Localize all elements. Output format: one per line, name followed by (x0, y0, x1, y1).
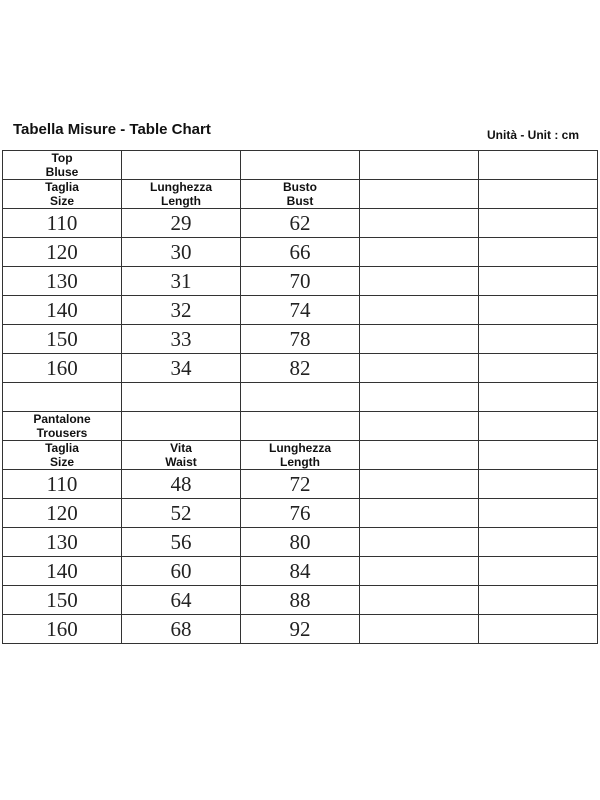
top-cell-value: 66 (289, 239, 311, 264)
trousers-data-cell (241, 499, 360, 528)
trousers-cell-value: 88 (289, 587, 311, 612)
trousers-column-header (3, 441, 122, 470)
top-cell-value: 34 (170, 355, 192, 380)
top-column-header (3, 180, 122, 209)
trousers-cell-value: 56 (170, 529, 192, 554)
empty-cell (479, 325, 598, 354)
top-data-cell (3, 209, 122, 238)
trousers-column-header-line: Lunghezza (269, 441, 331, 455)
trousers-data-cell (3, 615, 122, 644)
top-data-cell (241, 354, 360, 383)
top-data-cell (241, 296, 360, 325)
trousers-column-header-line: Vita (170, 441, 192, 455)
top-data-cell (122, 238, 241, 267)
empty-cell (479, 557, 598, 586)
top-data-cell (3, 354, 122, 383)
trousers-cell-value: 84 (289, 558, 311, 583)
top-data-cell (241, 238, 360, 267)
empty-cell (360, 412, 479, 441)
trousers-data-cell (122, 557, 241, 586)
top-data-cell (241, 325, 360, 354)
top-data-cell (3, 296, 122, 325)
trousers-cell-value: 48 (170, 471, 192, 496)
top-table-row (3, 267, 598, 296)
trousers-category-label-line: Trousers (36, 426, 88, 440)
trousers-data-cell (241, 470, 360, 499)
trousers-data-cell (3, 586, 122, 615)
empty-cell (360, 586, 479, 615)
empty-cell (360, 441, 479, 470)
top-data-cell (122, 354, 241, 383)
empty-cell (360, 180, 479, 209)
empty-cell (122, 383, 241, 412)
top-column-header-line: Taglia (45, 180, 79, 194)
top-column-header-line: Size (49, 194, 74, 208)
top-category-label-line: Bluse (45, 165, 79, 179)
trousers-column-header-line: Waist (165, 455, 197, 469)
trousers-column-header-line: Taglia (45, 441, 79, 455)
trousers-cell-value: 130 (46, 529, 78, 554)
trousers-cell-value: 150 (46, 587, 78, 612)
top-cell-value: 140 (46, 297, 78, 322)
top-cell-value: 32 (170, 297, 192, 322)
top-category-label-text (3, 151, 121, 179)
top-cell-value: 33 (170, 326, 192, 351)
empty-cell (479, 180, 598, 209)
top-cell-value: 31 (170, 268, 192, 293)
empty-cell (479, 412, 598, 441)
trousers-data-cell (122, 615, 241, 644)
empty-cell (479, 499, 598, 528)
top-table-row (3, 209, 598, 238)
trousers-data-cell (122, 528, 241, 557)
empty-cell (360, 325, 479, 354)
empty-cell (479, 586, 598, 615)
top-column-header (122, 180, 241, 209)
empty-cell (3, 383, 122, 412)
trousers-category-label (3, 412, 122, 441)
top-category-label (3, 151, 122, 180)
top-column-header-text (122, 180, 240, 208)
empty-cell (241, 151, 360, 180)
trousers-cell-value: 92 (289, 616, 311, 641)
empty-cell (360, 238, 479, 267)
trousers-table-row (3, 557, 598, 586)
trousers-column-header-text (241, 441, 359, 469)
size-chart-table (2, 150, 598, 644)
trousers-column-header (241, 441, 360, 470)
empty-cell (479, 470, 598, 499)
top-cell-value: 120 (46, 239, 78, 264)
top-column-header-line: Lunghezza (150, 180, 212, 194)
empty-cell (360, 267, 479, 296)
trousers-data-cell (241, 586, 360, 615)
blank-row (3, 383, 598, 412)
trousers-table-row (3, 586, 598, 615)
top-data-cell (122, 325, 241, 354)
empty-cell (479, 354, 598, 383)
trousers-column-header-text (3, 441, 121, 469)
trousers-data-cell (241, 615, 360, 644)
top-table-row (3, 238, 598, 267)
trousers-category-label-line: Pantalone (33, 412, 91, 426)
top-header-row (3, 180, 598, 209)
empty-cell (360, 470, 479, 499)
top-cell-value: 150 (46, 326, 78, 351)
top-cell-value: 160 (46, 355, 78, 380)
top-data-cell (241, 209, 360, 238)
trousers-data-cell (122, 586, 241, 615)
page-title: Tabella Misure - Table Chart (13, 121, 211, 138)
unit-label: Unità - Unit : cm (487, 128, 579, 142)
empty-cell (360, 557, 479, 586)
empty-cell (479, 151, 598, 180)
top-cell-value: 74 (289, 297, 311, 322)
empty-cell (360, 296, 479, 325)
top-data-cell (122, 296, 241, 325)
top-table-row (3, 354, 598, 383)
top-category-label-line: Top (51, 151, 73, 165)
trousers-table-row (3, 470, 598, 499)
empty-cell (479, 383, 598, 412)
top-table-row (3, 296, 598, 325)
trousers-data-cell (241, 557, 360, 586)
trousers-data-cell (3, 470, 122, 499)
empty-cell (122, 151, 241, 180)
top-cell-value: 130 (46, 268, 78, 293)
top-cell-value: 82 (289, 355, 311, 380)
empty-cell (360, 354, 479, 383)
empty-cell (122, 412, 241, 441)
trousers-data-cell (241, 528, 360, 557)
empty-cell (360, 499, 479, 528)
empty-cell (360, 151, 479, 180)
trousers-data-cell (3, 528, 122, 557)
top-data-cell (3, 238, 122, 267)
empty-cell (360, 209, 479, 238)
top-cell-value: 110 (46, 210, 78, 235)
trousers-header-row (3, 441, 598, 470)
empty-cell (479, 238, 598, 267)
trousers-column-header-text (122, 441, 240, 469)
trousers-table-row (3, 499, 598, 528)
top-column-header-line: Busto (283, 180, 317, 194)
trousers-cell-value: 160 (46, 616, 78, 641)
trousers-table-row (3, 615, 598, 644)
top-column-header-line: Length (161, 194, 201, 208)
trousers-category-row (3, 412, 598, 441)
top-category-row (3, 151, 598, 180)
trousers-data-cell (3, 557, 122, 586)
trousers-cell-value: 52 (170, 500, 192, 525)
top-data-cell (241, 267, 360, 296)
trousers-column-header-line: Size (49, 455, 74, 469)
top-column-header-text (3, 180, 121, 208)
top-cell-value: 62 (289, 210, 311, 235)
top-data-cell (3, 267, 122, 296)
trousers-column-header (122, 441, 241, 470)
top-cell-value: 30 (170, 239, 192, 264)
trousers-cell-value: 120 (46, 500, 78, 525)
top-column-header (241, 180, 360, 209)
empty-cell (241, 412, 360, 441)
top-cell-value: 29 (170, 210, 192, 235)
trousers-cell-value: 80 (289, 529, 311, 554)
top-cell-value: 78 (289, 326, 311, 351)
top-data-cell (3, 325, 122, 354)
top-data-cell (122, 209, 241, 238)
trousers-cell-value: 76 (289, 500, 311, 525)
empty-cell (360, 383, 479, 412)
empty-cell (479, 441, 598, 470)
trousers-data-cell (122, 470, 241, 499)
top-column-header-text (241, 180, 359, 208)
empty-cell (479, 615, 598, 644)
trousers-table-row (3, 528, 598, 557)
trousers-data-cell (3, 499, 122, 528)
trousers-column-header-line: Length (280, 455, 320, 469)
empty-cell (479, 267, 598, 296)
trousers-cell-value: 68 (170, 616, 192, 641)
top-cell-value: 70 (289, 268, 311, 293)
empty-cell (360, 615, 479, 644)
trousers-cell-value: 140 (46, 558, 78, 583)
trousers-cell-value: 64 (170, 587, 192, 612)
trousers-cell-value: 60 (170, 558, 192, 583)
empty-cell (479, 209, 598, 238)
trousers-cell-value: 72 (289, 471, 311, 496)
trousers-category-label-text (3, 412, 121, 440)
top-data-cell (122, 267, 241, 296)
empty-cell (360, 528, 479, 557)
empty-cell (479, 296, 598, 325)
top-column-header-line: Bust (286, 194, 314, 208)
trousers-data-cell (122, 499, 241, 528)
top-table-row (3, 325, 598, 354)
empty-cell (241, 383, 360, 412)
empty-cell (479, 528, 598, 557)
trousers-cell-value: 110 (46, 471, 78, 496)
